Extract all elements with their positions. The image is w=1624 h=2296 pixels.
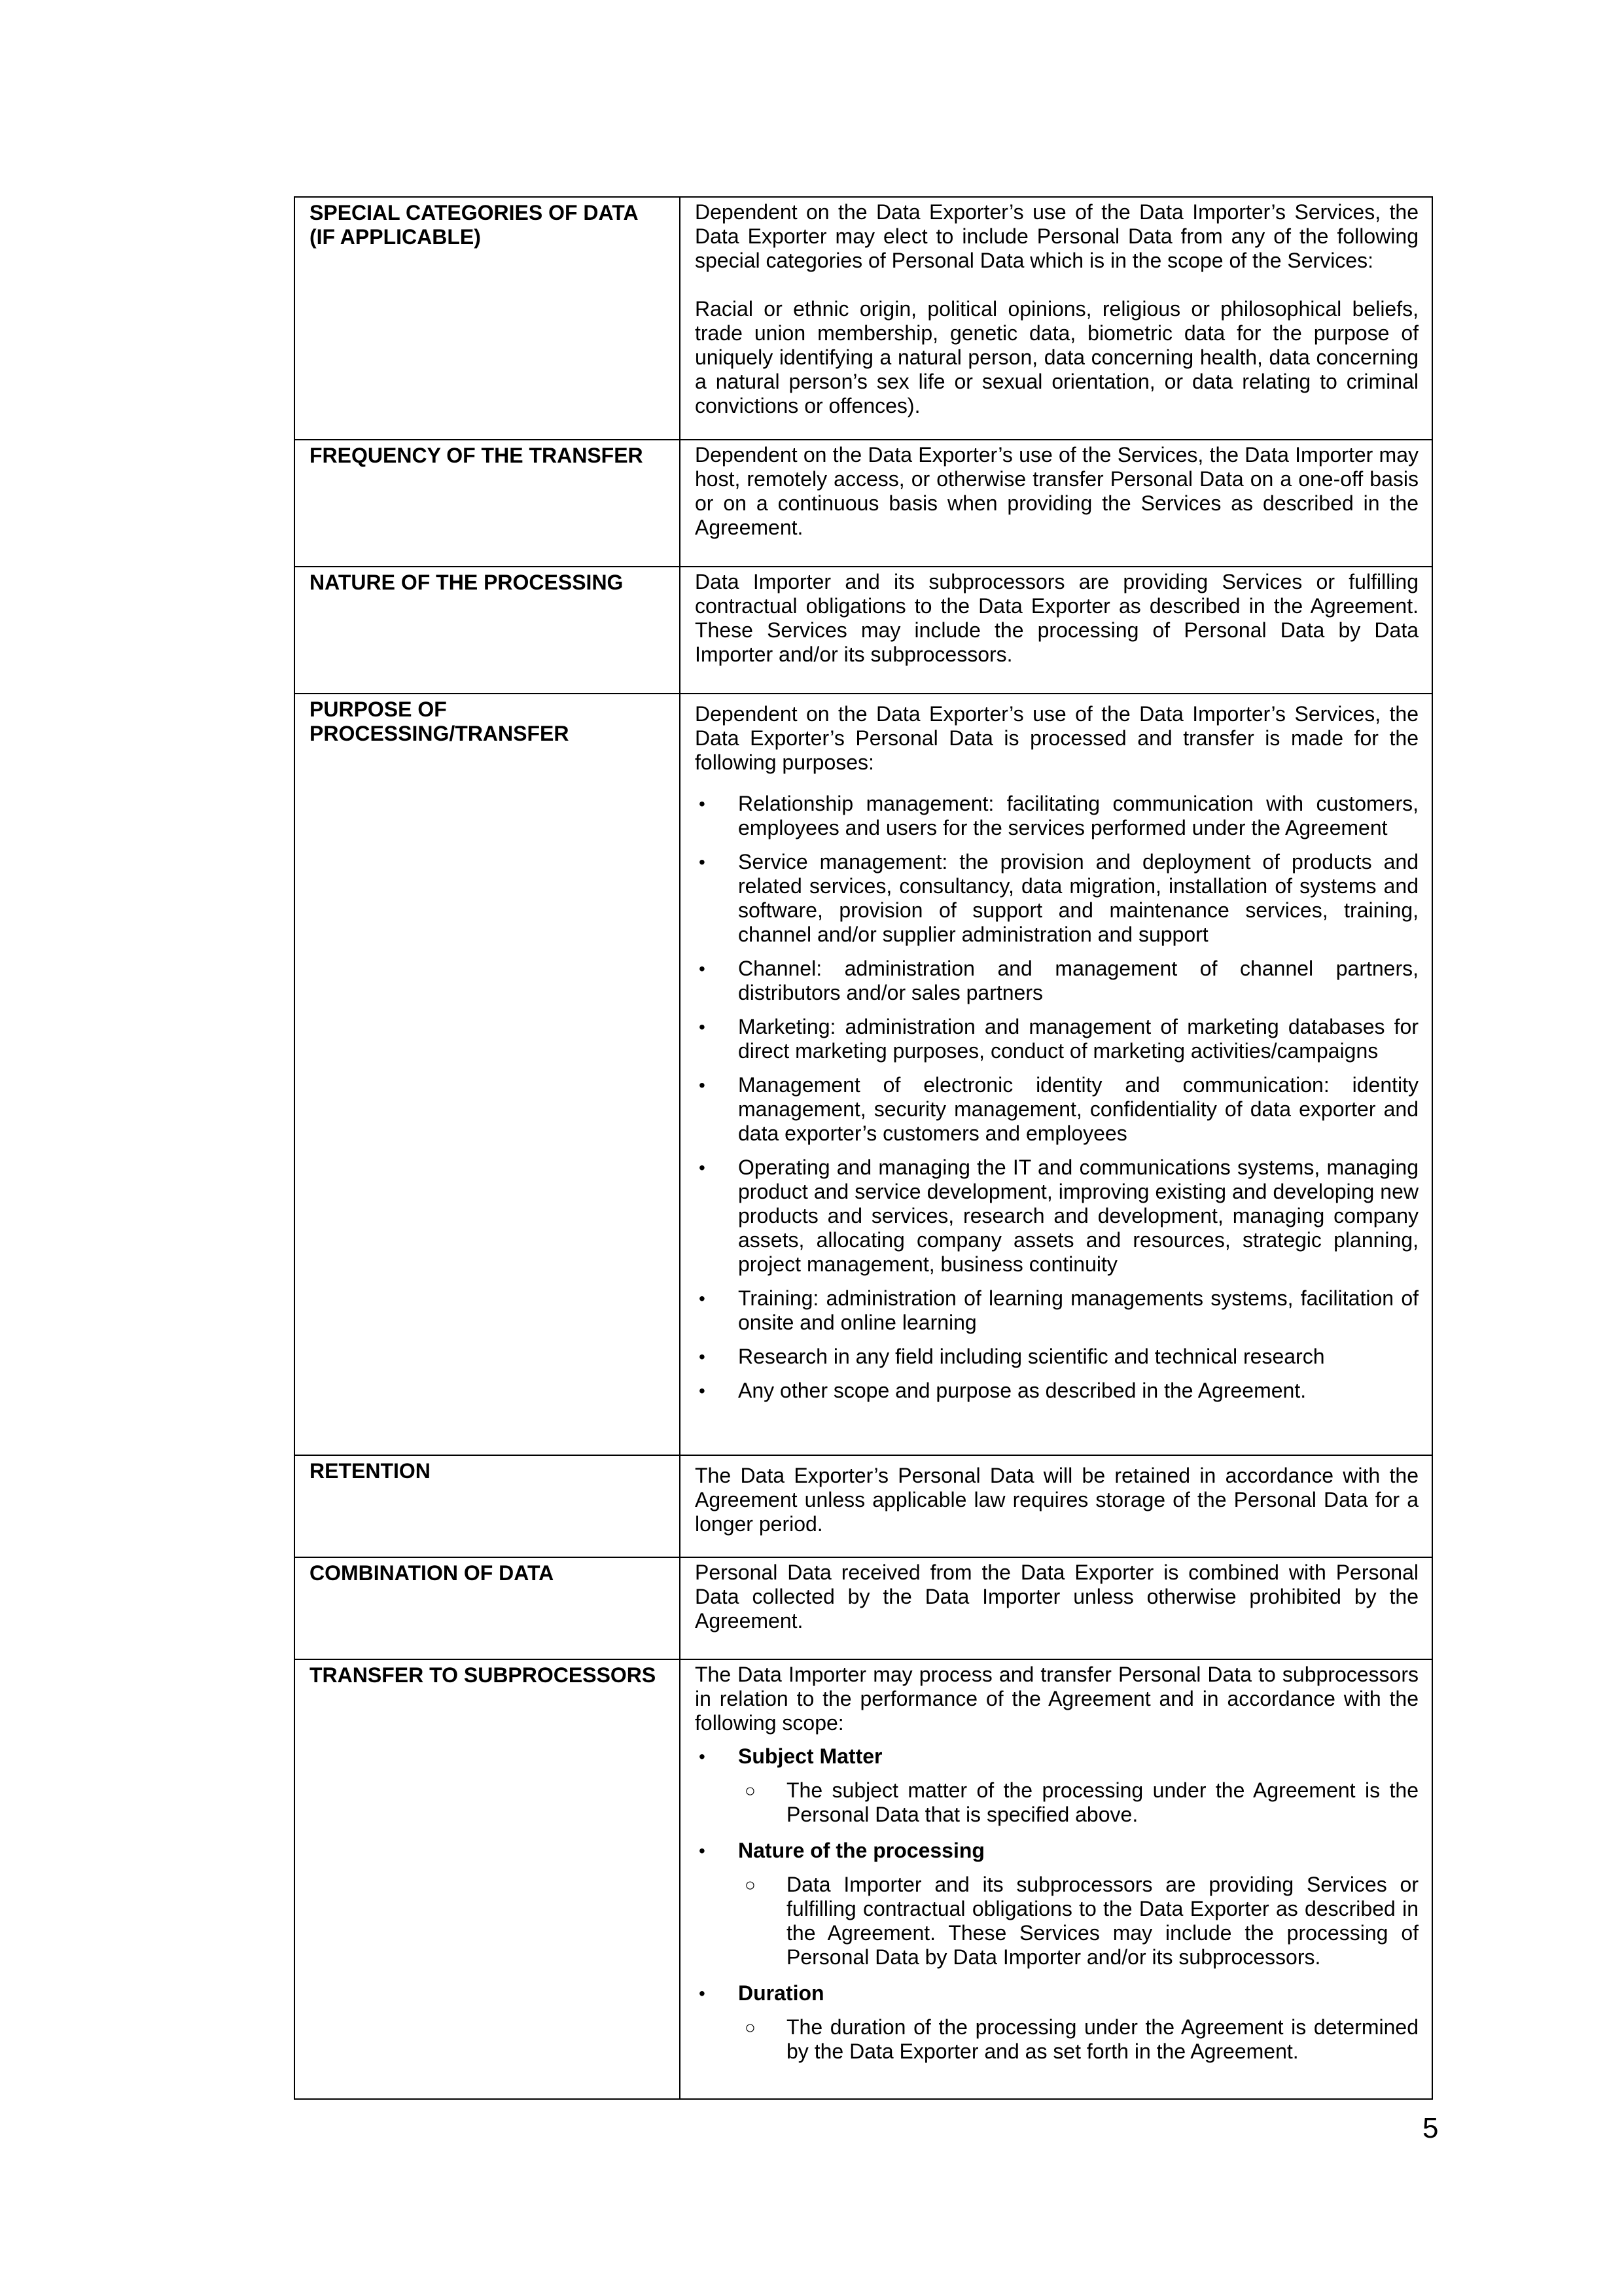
sub-list: [738, 2015, 1419, 2064]
list-item: • Any other scope and purpose as described in the Agreement.: [699, 1379, 1307, 1402]
paragraph: Personal Data received from the Data Exporter is combined with Personal Data collected by the Data Importer unless otherwise prohibited by the Agreement.: [695, 1561, 1419, 1633]
row-label: FREQUENCY OF THE TRANSFER: [309, 444, 643, 467]
paragraph: Data Importer and its subprocessors are providing Services or fulfilling contractual obligations to the Data Exporter as described in the Agreement. These Services may include the processing of Personal Data by Data Importer and/or its subprocessors.: [695, 570, 1419, 666]
row-content: [680, 1456, 1432, 1536]
row-frequency: [294, 440, 1432, 567]
row-nature: [294, 567, 1432, 694]
list-item: [695, 1981, 1419, 2064]
row-content: [680, 1558, 1432, 1633]
list-item: • Marketing: administration and management of marketing databases for direct marketing purposes, conduct of marketing activities/campaigns: [699, 1015, 1419, 1063]
row-content: [680, 440, 1432, 540]
sub-list-item: ○ Data Importer and its subprocessors are providing Services or fulfilling contractual obligations to the Data Exporter as described in the Agreement. These Services may include the processing of Personal Data by Data Importer and/or its subprocessors.: [745, 1873, 1419, 1969]
row-purpose: [294, 694, 1432, 1455]
scope-heading: Nature of the processing: [738, 1839, 985, 1862]
list-item: • Research in any field including scientific and technical research: [699, 1345, 1325, 1368]
paragraph: Dependent on the Data Exporter’s use of the Data Importer’s Services, the Data Exporter’s Personal Data is processed and transfer is made for the following purposes:: [695, 702, 1419, 774]
bullet-icon: •: [699, 794, 705, 814]
sub-list: [738, 1778, 1419, 1827]
paragraph: Dependent on the Data Exporter’s use of the Services, the Data Importer may host, remotely access, or otherwise transfer Personal Data on a one-off basis or on a continuous basis when providing the Services as described in the Agreement.: [695, 443, 1419, 539]
row-label: NATURE OF THE PROCESSING: [309, 571, 624, 594]
bullet-icon: •: [699, 1017, 705, 1037]
bullet-icon: •: [699, 1841, 705, 1861]
row-label: PURPOSE OF PROCESSING/TRANSFER: [309, 698, 569, 745]
bullet-icon: •: [699, 1347, 705, 1367]
scope-heading: Duration: [738, 1981, 824, 2005]
sub-list: [738, 1873, 1419, 1969]
row-label: SPECIAL CATEGORIES OF DATA (IF APPLICABLE): [309, 201, 638, 249]
purpose-list: [695, 792, 1419, 1403]
paragraph: Dependent on the Data Exporter’s use of the Data Importer’s Services, the Data Exporter may elect to include Personal Data from any of the following special categories of Personal Data which is in the scope of the Services:: [695, 200, 1419, 272]
annex-table: [294, 196, 1433, 2100]
list-item: • Channel: administration and management of channel partners, distributors and/or sales partners: [699, 957, 1419, 1004]
row-label: TRANSFER TO SUBPROCESSORS: [309, 1663, 656, 1687]
subprocessor-scope-list: [695, 1744, 1419, 2064]
row-retention: [294, 1455, 1432, 1557]
row-content: [680, 567, 1432, 667]
list-item: • Operating and managing the IT and communications systems, managing product and service development, improving existing and developing new products and services, research and development, managing company assets, allocating company assets and resources, strategic planning, project management, business continuity: [699, 1156, 1419, 1276]
sub-list-item: ○ The duration of the processing under the Agreement is determined by the Data Exporter and as set forth in the Agreement.: [745, 2015, 1419, 2063]
circle-bullet-icon: ○: [745, 2017, 756, 2038]
list-item: • Service management: the provision and deployment of products and related services, consultancy, data migration, installation of systems and software, provision of support and maintenance services, training, channel and/or supplier administration and support: [699, 850, 1419, 946]
row-content: [680, 198, 1432, 418]
bullet-icon: •: [699, 1157, 705, 1178]
sub-list-item: ○ The subject matter of the processing under the Agreement is the Personal Data that is specified above.: [745, 1778, 1419, 1826]
bullet-icon: •: [699, 1075, 705, 1095]
bullet-icon: •: [699, 959, 705, 979]
paragraph: The Data Importer may process and transfer Personal Data to subprocessors in relation to the performance of the Agreement and in accordance with the following scope:: [695, 1663, 1419, 1735]
circle-bullet-icon: ○: [745, 1780, 756, 1801]
paragraph: Racial or ethnic origin, political opinions, religious or philosophical beliefs, trade union membership, genetic data, biometric data for the purpose of uniquely identifying a natural person, data concerning health, data concerning a natural person’s sex life or sexual orientation, or data relating to criminal convictions or offences).: [695, 297, 1419, 417]
row-label: COMBINATION OF DATA: [309, 1561, 554, 1585]
row-content: [680, 694, 1432, 1403]
list-item: • Relationship management: facilitating communication with customers, employees and users for the services performed under the Agreement: [699, 792, 1419, 839]
paragraph: The Data Exporter’s Personal Data will be retained in accordance with the Agreement unless applicable law requires storage of the Personal Data for a longer period.: [695, 1464, 1419, 1536]
list-item: • Management of electronic identity and communication: identity management, security management, confidentiality of data exporter and data exporter’s customers and employees: [699, 1073, 1419, 1145]
list-item: [695, 1839, 1419, 1969]
bullet-icon: •: [699, 1983, 705, 2004]
bullet-icon: •: [699, 1381, 705, 1401]
row-special-categories: [294, 197, 1432, 440]
row-combination: [294, 1557, 1432, 1659]
row-content: [680, 1660, 1432, 2064]
list-item: • Training: administration of learning managements systems, facilitation of onsite and online learning: [699, 1286, 1419, 1334]
row-subprocessors: [294, 1659, 1432, 2099]
row-label: RETENTION: [309, 1459, 431, 1483]
circle-bullet-icon: ○: [745, 1875, 756, 1895]
bullet-icon: •: [699, 852, 705, 872]
bullet-icon: •: [699, 1288, 705, 1309]
scope-heading: Subject Matter: [738, 1744, 883, 1768]
bullet-icon: •: [699, 1746, 705, 1767]
list-item: [695, 1744, 1419, 1827]
page-number: 5: [1422, 2112, 1439, 2144]
